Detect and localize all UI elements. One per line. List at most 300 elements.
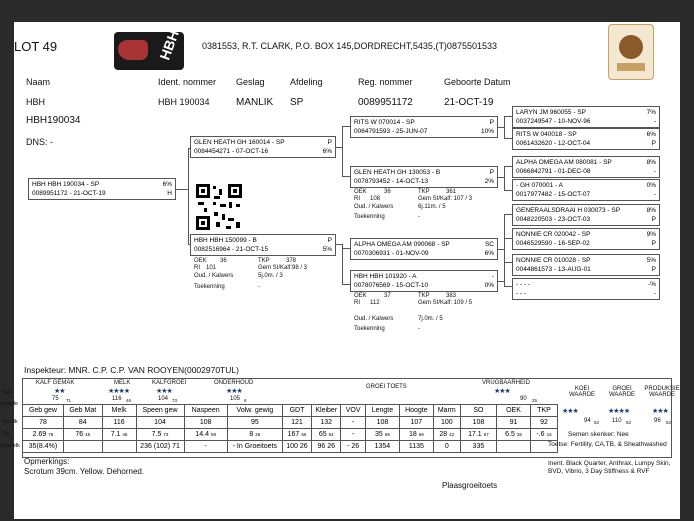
grid-header-value: VOV	[345, 407, 361, 414]
dd-tkp: 383	[446, 293, 457, 299]
grid-gew-cell	[282, 441, 311, 453]
grid-tw-cell	[312, 429, 341, 441]
grid-idk-cell	[530, 417, 557, 429]
g3-1-pct: 7%	[646, 109, 656, 116]
dam-box	[190, 234, 336, 256]
g3-2-p: P	[651, 140, 656, 147]
g3-6-pct: 9%	[646, 231, 656, 238]
measurement-grid	[22, 404, 558, 453]
sd-oek: 36	[384, 189, 391, 195]
kalfgroei-header: KALFGROEI	[152, 380, 187, 386]
grid-idk-value: 78	[39, 419, 47, 426]
grid-gew-value: 1135	[408, 443, 424, 450]
kalfgroei-sv: 104	[158, 396, 169, 402]
kalf-gemak-stars: ★★	[54, 388, 65, 395]
dam-oek-label: OEK	[194, 258, 207, 264]
g3-2-line2: 0061432620 - 12-OCT-04	[516, 140, 591, 147]
sd-ri: 108	[370, 196, 381, 202]
logo-text: HBH	[156, 28, 182, 62]
g3-6-line2: 0046529590 - 16-SEP-02	[516, 240, 590, 247]
grid-tw-sub: 76	[48, 432, 54, 437]
grid-header-cell	[23, 405, 64, 417]
groei-stars: ★★★★	[608, 408, 630, 415]
grid-gew-value: - 26	[347, 443, 360, 450]
g3-3-pct: 8%	[646, 159, 656, 166]
sd-oek-label: OEK	[354, 189, 367, 195]
grid-header-value: Volw. gewig	[236, 407, 274, 414]
sd-toek-label: Toekenning	[354, 214, 385, 220]
grid-tw-sub: 58	[210, 432, 216, 437]
produksie-sv: 96	[654, 418, 661, 424]
dam-tkp: 378	[286, 258, 297, 264]
koei-sv-sub: 52	[594, 420, 600, 425]
subject-pct: 6%	[162, 181, 172, 188]
grid-tw-cell	[530, 429, 557, 441]
grid-tw-cell	[341, 429, 366, 441]
grid-idk-value: 108	[472, 419, 485, 426]
grid-header-value: Geb Mat	[69, 407, 97, 414]
dd-oek-label: OEK	[354, 293, 367, 299]
grid-gew-cell	[227, 441, 282, 453]
produksie-stars: ★★★	[652, 408, 668, 415]
grid-tw-value: 28	[439, 431, 448, 438]
g3-5-line1: GENERAALSDRAAI H 030073 - SP	[516, 207, 621, 214]
grid-header-cell	[497, 405, 531, 417]
produksie-sv-sub: 52	[666, 420, 672, 425]
grid-tw-cell	[136, 429, 184, 441]
ss-p: P	[489, 119, 494, 126]
grid-idk-cell	[136, 417, 184, 429]
grid-gew-cell	[136, 441, 184, 453]
grid-gew-cell	[399, 441, 433, 453]
grid-tw-sub: 16	[546, 432, 552, 437]
ss-pct: 10%	[480, 128, 494, 135]
grid-idk-cell	[23, 417, 64, 429]
g3-8-line2: - - -	[516, 290, 527, 297]
g3-8-line1: - - - -	[516, 281, 531, 288]
g3-box-6	[512, 228, 660, 250]
grid-idk-cell	[63, 417, 102, 429]
g3-7-pct: 5%	[646, 257, 656, 264]
animal-id2: HBH190034	[26, 115, 81, 126]
lot-number: LOT 49	[14, 39, 58, 54]
grid-gew-value: 0	[444, 443, 449, 450]
grid-gew-cell	[365, 441, 399, 453]
g3-box-8	[512, 278, 660, 300]
grid-tw-cell	[227, 429, 282, 441]
grid-tw-cell	[102, 429, 136, 441]
ds-pct: 6%	[484, 250, 494, 257]
kalf-gemak-sv-sub: 71	[66, 398, 72, 403]
g3-box-4	[512, 179, 660, 201]
grid-idk-value: 108	[199, 419, 212, 426]
g3-3-p: -	[653, 168, 656, 175]
grid-gew-value: - In Groeitoets	[232, 443, 278, 450]
grid-idk-value: 95	[250, 419, 259, 426]
grid-tw-value: 7.5	[151, 431, 162, 438]
melk-sv-sub: 46	[126, 398, 132, 403]
header-sex: Geslag	[236, 77, 265, 87]
grid-tw-sub: 46	[122, 432, 128, 437]
grid-tw-cell	[460, 429, 496, 441]
dd-toek: -	[418, 326, 420, 332]
grid-gew-cell	[341, 441, 366, 453]
grid-header-value: OEK	[506, 407, 521, 414]
sd-oud: 6j.11m. / 5	[418, 204, 446, 210]
society-emblem	[608, 24, 654, 80]
grid-idk-cell	[460, 417, 496, 429]
dd-pct: 0%	[484, 282, 494, 289]
grid-tw-value: 2.69	[32, 431, 47, 438]
onderhoud-sv: 105	[230, 396, 241, 402]
kalfgroei-sv-sub: 73	[172, 398, 178, 403]
grid-gew-value: 96 26	[317, 443, 335, 450]
certificate-page	[0, 22, 680, 519]
owner-info: 0381553, R.T. CLARK, P.O. BOX 145,DORDRECHT,5435,(T)0875501533	[202, 41, 497, 51]
vrugbaarheid-sv: 90	[520, 396, 527, 402]
g3-7-p: P	[651, 266, 656, 273]
dam-ri: 101	[206, 265, 217, 271]
grid-idk-cell	[102, 417, 136, 429]
dam-p: P	[327, 237, 332, 244]
grid-idk-value: 121	[291, 419, 303, 426]
sire-pct: 6%	[322, 148, 332, 155]
grid-tw-value: -	[351, 431, 355, 438]
g3-5-line2: 0048220503 - 23-OCT-03	[516, 216, 591, 223]
grid-idk-value: 107	[410, 419, 423, 426]
grid-tw-sub: 69	[418, 432, 424, 437]
grid-tw-value: 35	[375, 431, 383, 438]
grid-gew-value: -	[204, 443, 207, 450]
sire-dam-box	[350, 166, 498, 188]
g3-box-5	[512, 204, 660, 226]
grid-tw-cell	[433, 429, 460, 441]
tw-label: Tw	[2, 431, 10, 437]
remarks-title: Opmerkings:	[24, 457, 70, 466]
vrugbaarheid-sv-sub: 25	[532, 398, 538, 403]
grid-header-cell	[365, 405, 399, 417]
grid-tw-cell	[365, 429, 399, 441]
grid-idk-cell	[341, 417, 366, 429]
grid-tw-value: 65	[318, 431, 327, 438]
dam-pct: 5%	[322, 246, 332, 253]
kalfgroei-stars: ★★★	[156, 388, 172, 395]
grid-idk-value: -	[351, 419, 355, 426]
grid-header-value: SO	[473, 407, 484, 414]
dam-toek-label: Toekenning	[194, 284, 225, 290]
grid-header-value: Kleiber	[315, 407, 338, 414]
grid-idk-cell	[184, 417, 227, 429]
grid-header-value: Melk	[111, 407, 127, 414]
grid-header-cell	[341, 405, 366, 417]
grid-tw-value: 76	[75, 431, 84, 438]
sd-ri-label: RI	[354, 196, 360, 202]
koei-sv: 94	[584, 418, 591, 424]
toetse: Toetse: Fertility, CA,TB, & Sheathwashed	[548, 441, 667, 448]
sd-tkp-label: TKP	[418, 189, 430, 195]
grid-tw-cell	[63, 429, 102, 441]
grid-tw-cell	[497, 429, 531, 441]
grid-tw-sub: 45	[85, 432, 91, 437]
sd-pct: 2%	[484, 178, 494, 185]
animal-birth: 21-OCT-19	[444, 97, 494, 108]
grid-header-cell	[282, 405, 311, 417]
grid-header-value: Speen gew	[142, 407, 178, 414]
hbh-logo	[114, 28, 184, 70]
grid-idk-value: 92	[540, 419, 548, 426]
grid-header-cell	[227, 405, 282, 417]
sd-tkp: 361	[446, 189, 457, 195]
g3-3-line2: 0066842791 - 01-DEC-08	[516, 168, 591, 175]
grid-tw-sub: 65	[384, 432, 390, 437]
grid-header-value: Marm	[437, 407, 456, 414]
grid-tw-value: 8	[249, 431, 254, 438]
grid-header-value: Lengte	[371, 407, 394, 414]
g3-4-line1: - GH 070001 - A	[516, 182, 563, 189]
g3-6-line1: NONNIE CR 020042 - SP	[516, 231, 591, 238]
subject-line1: HBH HBH 190034 - SP	[32, 181, 100, 188]
grid-header-value: GDT	[289, 407, 305, 414]
waarde-label: waarde	[0, 401, 19, 407]
grid-idk-cell	[312, 417, 341, 429]
grid-gew-cell	[102, 441, 136, 453]
g3-7-line2: 0044861573 - 13-AUG-01	[516, 266, 591, 273]
grid-header-cell	[312, 405, 341, 417]
grid-header-value: Naspeen	[191, 407, 220, 414]
header-name: Naam	[26, 77, 51, 87]
animal-section: SP	[290, 97, 304, 108]
g3-1-p: -	[653, 118, 656, 125]
groei-toets-header: GROEI TOETS	[366, 384, 407, 390]
sd-line1: GLEN HEATH GH 130053 - B	[354, 169, 441, 176]
onderhoud-header: ONDERHOUD	[214, 380, 254, 386]
grid-header-value: Hoogte	[405, 407, 428, 414]
grid-idk-value: 91	[509, 419, 518, 426]
semen-skenker: Semen skenker: Nee	[568, 431, 629, 438]
grid-idk-cell	[399, 417, 433, 429]
grid-tw-cell	[399, 429, 433, 441]
grid-gew-cell	[23, 441, 64, 453]
grid-tw-sub: 67	[483, 432, 489, 437]
g3-8-pct: -%	[648, 281, 656, 288]
groei-waarde-header: GROEI WAARDE	[608, 386, 636, 398]
grid-header-value: TKP	[537, 407, 551, 414]
subject-sex: H	[167, 190, 172, 197]
grid-header-value: Geb gew	[28, 407, 57, 414]
grid-gew-value: 100 26	[286, 443, 308, 450]
g3-box-1	[512, 106, 660, 128]
dd-toek-label: Toekenning	[354, 326, 385, 332]
g3-8-p: -	[653, 290, 656, 297]
dam-gem: Gem SI/Kalf:98 / 3	[258, 265, 308, 271]
tw-idk-label: Tw idk	[2, 419, 18, 425]
grid-tw-sub: 26	[255, 432, 261, 437]
animal-ident: HBH 190034	[158, 97, 210, 107]
grid-gew-cell	[433, 441, 460, 453]
dam-dam-box	[350, 270, 498, 292]
dd-p: -	[491, 273, 494, 280]
kalf-gemak-sv: 75	[52, 396, 59, 402]
grid-gew-cell	[497, 441, 531, 453]
dd-line2: 0078076569 - 15-OCT-10	[354, 282, 429, 289]
grid-header-cell	[433, 405, 460, 417]
g3-3-line1: ALPHA OMEGA AM 080081 - SP	[516, 159, 612, 166]
sel-label: Sel	[2, 390, 11, 396]
dam-toek: -	[258, 284, 260, 290]
ds-p: SC	[484, 241, 494, 248]
dd-line1: HBH HBH 101920 - A	[354, 273, 417, 280]
g3-box-7	[512, 254, 660, 276]
grid-gew-value: 335	[472, 443, 485, 450]
grid-idk-value: 116	[113, 419, 125, 426]
grid-tw-value: 6.5	[505, 431, 515, 438]
ds-line1: ALPHA OMEGA AM 090068 - SP	[354, 241, 450, 248]
header-ident: Ident. nommer	[158, 77, 217, 87]
grid-gew-value: 35(8.4%)	[28, 443, 58, 450]
grid-gew-value: 236 (102) 71	[140, 443, 180, 450]
inentings: Inent. Black Quarter, Anthrax, Lumpy Skin, BVD, Vibrio, 3 Day Stiffness & RVF	[548, 460, 671, 476]
grid-tw-sub: 54	[328, 432, 334, 437]
animal-sex: MANLIK	[236, 97, 274, 108]
grid-header-cell	[399, 405, 433, 417]
dd-ri-label: RI	[354, 300, 360, 306]
g3-box-3	[512, 156, 660, 178]
sd-toek: -	[418, 214, 420, 220]
grid-idk-value: 132	[320, 419, 333, 426]
remarks: Scrotum 39cm. Yellow. Dehorned.	[24, 467, 145, 476]
grid-idk-cell	[365, 417, 399, 429]
vrugbaarheid-header: VRUGBAARHEID	[482, 380, 531, 386]
header-reg: Reg. nommer	[358, 77, 413, 87]
grid-idk-value: 100	[440, 419, 453, 426]
grid-gew-cell	[63, 441, 102, 453]
g3-4-pct: 0%	[646, 182, 656, 189]
dd-oud-label: Oud. / Kalwers	[354, 316, 394, 322]
subject-line2: 0089951172 - 21-OCT-19	[32, 190, 106, 197]
grid-idk-value: 84	[78, 419, 87, 426]
groei-sv-sub: 62	[626, 420, 632, 425]
sd-gem: Gem SI/Kalf: 107 / 3	[418, 196, 473, 202]
grid-gew-cell	[312, 441, 341, 453]
sire-line1: GLEN HEATH GH 160014 - SP	[194, 139, 285, 146]
g3-4-line2: 0017977482 - 15-OCT-07	[516, 191, 591, 198]
g3-box-2	[512, 128, 660, 150]
sd-line2: 0078793452 - 14-OCT-13	[354, 178, 429, 185]
dd-ri: 112	[370, 300, 380, 306]
grid-idk-cell	[497, 417, 531, 429]
produksie-waarde-header: PRODUKSIE WAARDE	[644, 386, 680, 398]
sire-sire-box	[350, 116, 498, 138]
grid-header-cell	[530, 405, 557, 417]
grid-tw-value: 7.1	[110, 431, 121, 438]
sd-oud-label: Oud. / Kalwers	[354, 204, 394, 210]
grid-tw-cell	[184, 429, 227, 441]
grid-header-cell	[184, 405, 227, 417]
grid-tw-value: 14.4	[195, 431, 209, 438]
g3-1-line1: LARYN JM 960055 - SP	[516, 109, 586, 116]
onderhoud-sv-sub: 8	[244, 398, 247, 403]
dd-tkp-label: TKP	[418, 293, 430, 299]
melk-stars: ★★★★	[108, 388, 130, 395]
grid-tw-value: 167	[287, 431, 300, 438]
dam-oud-label: Oud. / Kalwers	[194, 273, 234, 279]
dns-value: DNS: -	[26, 137, 53, 147]
grid-gew-cell	[460, 441, 496, 453]
ss-line2: 0064791593 - 25-JUN-07	[354, 128, 428, 135]
dd-oud: 7j.0m. / 5	[418, 316, 443, 322]
ds-line2: 0070306931 - 01-NOV-09	[354, 250, 429, 257]
dam-oek: 36	[220, 258, 227, 264]
dam-oud: 5j.0m. / 3	[258, 273, 283, 279]
sire-box	[190, 136, 336, 158]
dam-sire-box	[350, 238, 498, 260]
g3-5-p: P	[651, 216, 656, 223]
g3-6-p: P	[651, 240, 656, 247]
animal-reg: 0089951172	[358, 97, 413, 108]
sire-p: P	[327, 139, 332, 146]
grid-tw-sub: 73	[163, 432, 169, 437]
sire-line2: 0084454271 - 07-OCT-16	[194, 148, 269, 155]
melk-sv: 116	[112, 396, 122, 402]
inspector: Inspekteur: MNR. C.P. C.P. VAN ROOYEN(0002970TUL)	[24, 365, 239, 375]
grid-header-cell	[102, 405, 136, 417]
dd-oek: 37	[384, 293, 391, 299]
dd-gem: Gem SI/Kalf: 109 / 5	[418, 300, 473, 306]
grid-tw-cell	[282, 429, 311, 441]
onderhoud-stars: ★★★	[226, 388, 242, 395]
header-section: Afdeling	[290, 77, 323, 87]
koei-waarde-header: KOEI WAARDE	[568, 386, 596, 398]
sd-p: P	[489, 169, 494, 176]
grid-idk-cell	[433, 417, 460, 429]
subject-box	[28, 178, 176, 200]
ss-line1: RITS W 070014 - SP	[354, 119, 415, 126]
g3-4-p: -	[653, 191, 656, 198]
grid-header-cell	[63, 405, 102, 417]
g3-5-pct: 8%	[646, 207, 656, 214]
grid-tw-sub: 35	[516, 432, 522, 437]
dam-tkp-label: TKP	[258, 258, 270, 264]
grid-gew-cell	[184, 441, 227, 453]
animal-name: HBH	[26, 97, 46, 107]
grid-tw-sub: 42	[449, 432, 455, 437]
gew-idk-label: Gew/idk	[0, 443, 20, 449]
grid-tw-value: 17.1	[468, 431, 482, 438]
grid-idk-value: 104	[154, 419, 166, 426]
grid-tw-sub: 56	[301, 432, 307, 437]
g3-2-pct: 6%	[646, 131, 656, 138]
grid-idk-value: 108	[376, 419, 389, 426]
vrugbaarheid-stars: ★★★	[494, 388, 510, 395]
grid-idk-cell	[227, 417, 282, 429]
qr-code	[196, 184, 242, 230]
g3-1-line2: 0037249547 - 10-NOV-96	[516, 118, 591, 125]
header-birth: Geboorte Datum	[444, 77, 511, 87]
grid-header-cell	[136, 405, 184, 417]
g3-7-line1: NONNIE CR 010028 - SP	[516, 257, 591, 264]
groei-sv: 110	[612, 418, 622, 424]
grid-gew-value: 1354	[374, 443, 391, 450]
dam-ri-label: RI	[194, 265, 200, 271]
dam-line2: 0082516964 - 21-OCT-15	[194, 246, 269, 253]
kalf-gemak-header: KALF GEMAK	[36, 380, 75, 386]
melk-header: MELK	[114, 380, 131, 386]
grid-tw-value: -.6	[536, 431, 545, 438]
koei-stars: ★★★	[562, 408, 578, 415]
g3-2-line1: RITS W 040018 - SP	[516, 131, 577, 138]
dam-line1: HBH HBH 150099 - B	[194, 237, 257, 244]
grid-tw-value: 18	[408, 431, 417, 438]
